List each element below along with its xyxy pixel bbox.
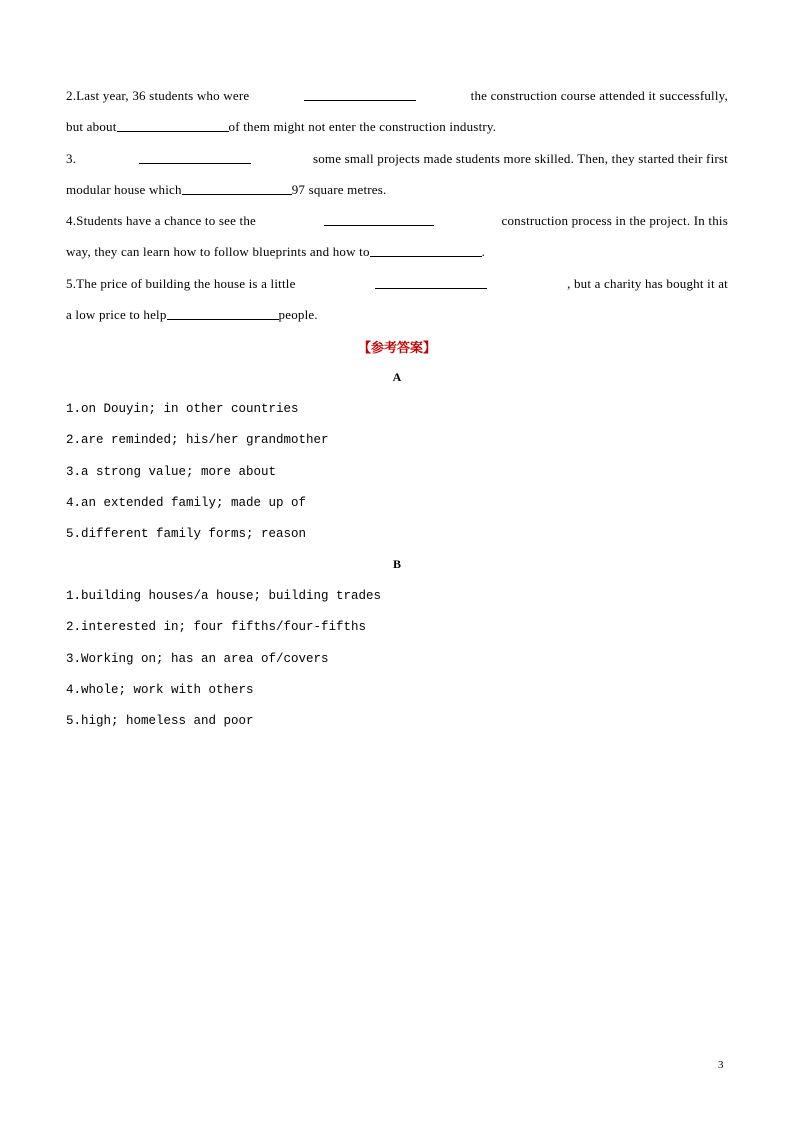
answer-item: 2.interested in; four fifths/four-fifths: [66, 620, 367, 635]
question-text: way, they can learn how to follow blueprints and how to: [66, 244, 370, 260]
section-a-answers: [66, 401, 329, 557]
answer-item: 4.an extended family; made up of: [66, 495, 307, 510]
answer-blank[interactable]: [117, 117, 229, 132]
question-text: 3.: [66, 150, 77, 166]
question-text: .: [481, 244, 486, 260]
answer-blank[interactable]: [304, 86, 416, 101]
question-line: [66, 242, 728, 273]
answer-item: 5.different family forms; reason: [66, 527, 307, 542]
answer-item: 5.high; homeless and poor: [66, 714, 254, 729]
answer-item: 4.whole; work with others: [66, 682, 254, 697]
question-text: the construction course attended it successfully,: [470, 88, 728, 103]
question-text: 97 square metres.: [291, 181, 387, 197]
section-b-answers: [66, 588, 381, 744]
answer-item: 1.on Douyin; in other countries: [66, 402, 299, 416]
answer-blank[interactable]: [167, 305, 279, 320]
answer-item: 1.building houses/a house; building trades: [66, 589, 382, 603]
answer-item: 2.are reminded; his/her grandmother: [66, 433, 329, 448]
answer-item: 3.Working on; has an area of/covers: [66, 651, 329, 666]
question-line: [66, 149, 728, 180]
question-line: [66, 117, 728, 148]
question-text: 4.Students have a chance to see the: [66, 213, 257, 229]
question-line: [66, 180, 728, 211]
question-line: [66, 305, 728, 336]
section-a-label: A: [392, 370, 402, 384]
answer-key-heading: 【参考答案】: [357, 341, 436, 356]
question-text: , but a charity has bought it at: [567, 275, 728, 291]
question-text: 2.Last year, 36 students who were: [66, 88, 250, 103]
question-line: [66, 274, 728, 305]
question-text: but about: [66, 119, 117, 135]
question-line: [66, 211, 728, 242]
question-text: some small projects made students more skilled. Then, they started their first: [312, 150, 728, 166]
question-text: 5.The price of building the house is a little: [66, 275, 296, 291]
answer-item: 3.a strong value; more about: [66, 464, 277, 479]
question-text: people.: [278, 307, 318, 323]
question-text: modular house which: [66, 181, 182, 197]
page-number: 3: [718, 1059, 724, 1071]
answer-blank[interactable]: [375, 274, 487, 289]
question-line: [66, 86, 728, 117]
question-block: [66, 86, 728, 336]
section-b-label: B: [392, 557, 401, 571]
answer-blank[interactable]: [139, 149, 251, 164]
answer-blank[interactable]: [182, 180, 292, 195]
question-text: construction process in the project. In this: [501, 213, 728, 229]
question-text: of them might not enter the construction industry.: [228, 119, 497, 135]
answer-blank[interactable]: [324, 211, 434, 226]
question-text: a low price to help: [66, 307, 167, 323]
answer-blank[interactable]: [370, 242, 482, 257]
